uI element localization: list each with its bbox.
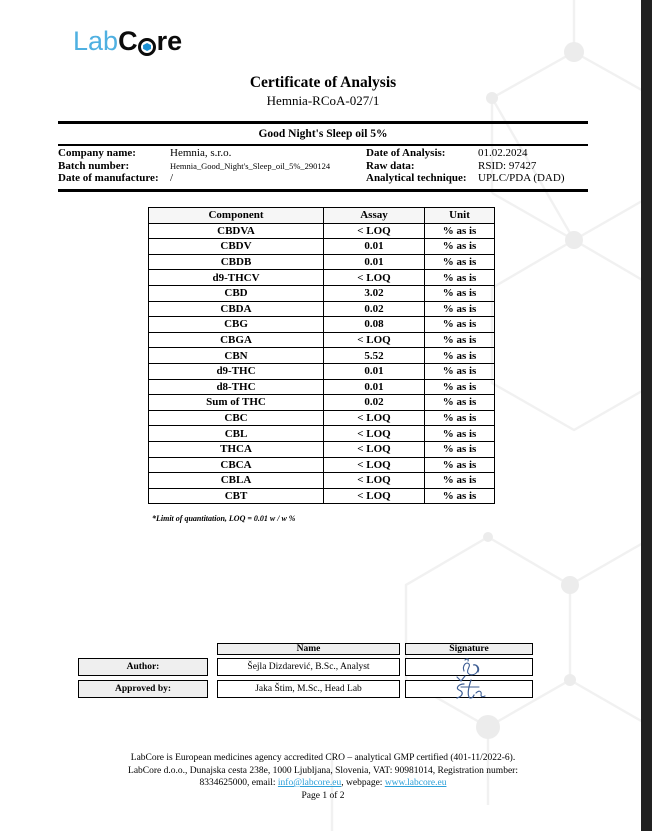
table-cell: d8-THC [149,379,324,395]
table-cell: 0.02 [324,395,425,411]
table-cell: % as is [425,457,495,473]
table-cell: CBD [149,285,324,301]
footer [58,752,588,802]
logo-hexagon-icon [138,38,156,56]
table-cell: < LOQ [324,410,425,426]
logo-text-lab: Lab [73,26,119,56]
table-header-row [149,208,495,224]
product-name-bar [58,121,588,146]
table-row [149,379,495,395]
batch-number-label: Batch number: [58,159,130,172]
table-row [149,363,495,379]
table-cell: < LOQ [324,457,425,473]
company-name-row [58,147,366,160]
results-table [148,207,495,504]
webpage-link[interactable]: www.labcore.eu [384,778,447,788]
analysis-date-row [366,147,588,160]
table-cell: 5.52 [324,348,425,364]
table-row [149,488,495,504]
table-cell: % as is [425,270,495,286]
table-row [149,441,495,457]
table-cell: CBCA [149,457,324,473]
table-row [149,395,495,411]
table-cell: Sum of THC [149,395,324,411]
batch-info-block [58,147,588,192]
company-name-label: Company name: [58,147,136,159]
table-cell: < LOQ [324,332,425,348]
table-row [149,285,495,301]
table-cell: % as is [425,441,495,457]
batch-number-row [58,160,366,173]
table-cell: THCA [149,441,324,457]
table-cell: % as is [425,285,495,301]
table-cell: % as is [425,395,495,411]
table-cell: % as is [425,473,495,489]
table-cell: 0.01 [324,363,425,379]
table-cell: % as is [425,301,495,317]
manufacture-date-label: Date of manufacture: [58,172,159,184]
table-row [149,223,495,239]
table-cell: CBGA [149,332,324,348]
logo-text-re: re [156,26,183,56]
table-cell: CBLA [149,473,324,489]
table-cell: d9-THC [149,363,324,379]
technique-value: UPLC/PDA (DAD) [478,172,565,184]
author-label: Author: [78,658,208,676]
table-cell: 0.08 [324,317,425,333]
table-cell: % as is [425,363,495,379]
name-column-header: Name [217,643,400,655]
table-cell: CBN [149,348,324,364]
document-reference: Hemnia-RCoA-027/1 [266,93,380,108]
table-row [149,301,495,317]
table-cell: % as is [425,426,495,442]
table-row [149,239,495,255]
table-row [149,254,495,270]
approved-by-name: Jaka Štim, M.Sc., Head Lab [217,680,400,698]
table-cell: < LOQ [324,488,425,504]
table-cell: % as is [425,317,495,333]
analysis-date-label: Date of Analysis: [366,147,446,159]
table-cell: % as is [425,332,495,348]
raw-data-label: Raw data: [366,159,415,172]
table-cell: 0.01 [324,379,425,395]
table-cell: % as is [425,254,495,270]
table-row [149,332,495,348]
table-cell: < LOQ [324,223,425,239]
table-cell: CBDA [149,301,324,317]
table-cell: % as is [425,223,495,239]
table-cell: 0.01 [324,239,425,255]
document-title: Certificate of Analysis [249,74,397,91]
table-row [149,317,495,333]
table-cell: % as is [425,239,495,255]
signature-column-header: Signature [405,643,533,655]
table-row [149,410,495,426]
batch-number-value: Hemnia_Good_Night's_Sleep_oil_5%_290124 [170,160,331,171]
analysis-date-value: 01.02.2024 [478,147,528,159]
table-cell: 0.02 [324,301,425,317]
table-cell: CBL [149,426,324,442]
footer-contact-line: 8334625000, email: info@labcore.eu, webpage: www.labcore.eu [199,778,447,788]
table-cell: % as is [425,348,495,364]
results-tbody [149,223,495,504]
table-row [149,457,495,473]
table-cell: % as is [425,379,495,395]
raw-data-row [366,160,588,173]
table-cell: CBT [149,488,324,504]
table-cell: % as is [425,488,495,504]
approved-by-label: Approved by: [78,680,208,698]
table-cell: CBC [149,410,324,426]
table-cell: CBDVA [149,223,324,239]
scan-edge-shadow [641,0,652,831]
table-cell: 0.01 [324,254,425,270]
author-name: Šejla Dizdarević, B.Sc., Analyst [217,658,400,676]
footer-address-line: LabCore d.o.o., Dunajska cesta 238e, 1000 Ljubljana, Slovenia, VAT: 90981014, Registration number: [128,765,518,776]
table-row [149,473,495,489]
technique-row [366,172,588,185]
footer-accreditation-line: LabCore is European medicines agency accredited CRO – analytical GMP certified (401-11/2022-6). [130,753,516,763]
labcore-logo [73,26,182,56]
component-column-header: Component [149,208,324,224]
table-row [149,426,495,442]
table-cell: % as is [425,410,495,426]
raw-data-value: RSID: 97427 [478,159,537,172]
table-cell: d9-THCV [149,270,324,286]
page-number: Page 1 of 2 [301,790,345,801]
table-cell: < LOQ [324,473,425,489]
assay-column-header: Assay [324,208,425,224]
table-cell: CBDV [149,239,324,255]
company-name-value: Hemnia, s.r.o. [170,147,232,159]
table-row [149,270,495,286]
email-link[interactable]: info@labcore.eu [277,778,342,788]
product-name: Good Night's Sleep oil 5% [258,128,388,140]
manufacture-date-value: / [170,172,174,184]
approver-signature [405,680,533,698]
table-row [149,348,495,364]
table-cell: CBG [149,317,324,333]
manufacture-date-row [58,172,366,185]
table-cell: < LOQ [324,270,425,286]
table-cell: < LOQ [324,426,425,442]
loq-footnote: *Limit of quantitation, LOQ = 0.01 w / w % [152,514,296,523]
unit-column-header: Unit [425,208,495,224]
table-cell: CBDB [149,254,324,270]
logo-text-c: C [118,26,138,56]
table-cell: < LOQ [324,441,425,457]
table-cell: 3.02 [324,285,425,301]
technique-label: Analytical technique: [366,172,467,184]
